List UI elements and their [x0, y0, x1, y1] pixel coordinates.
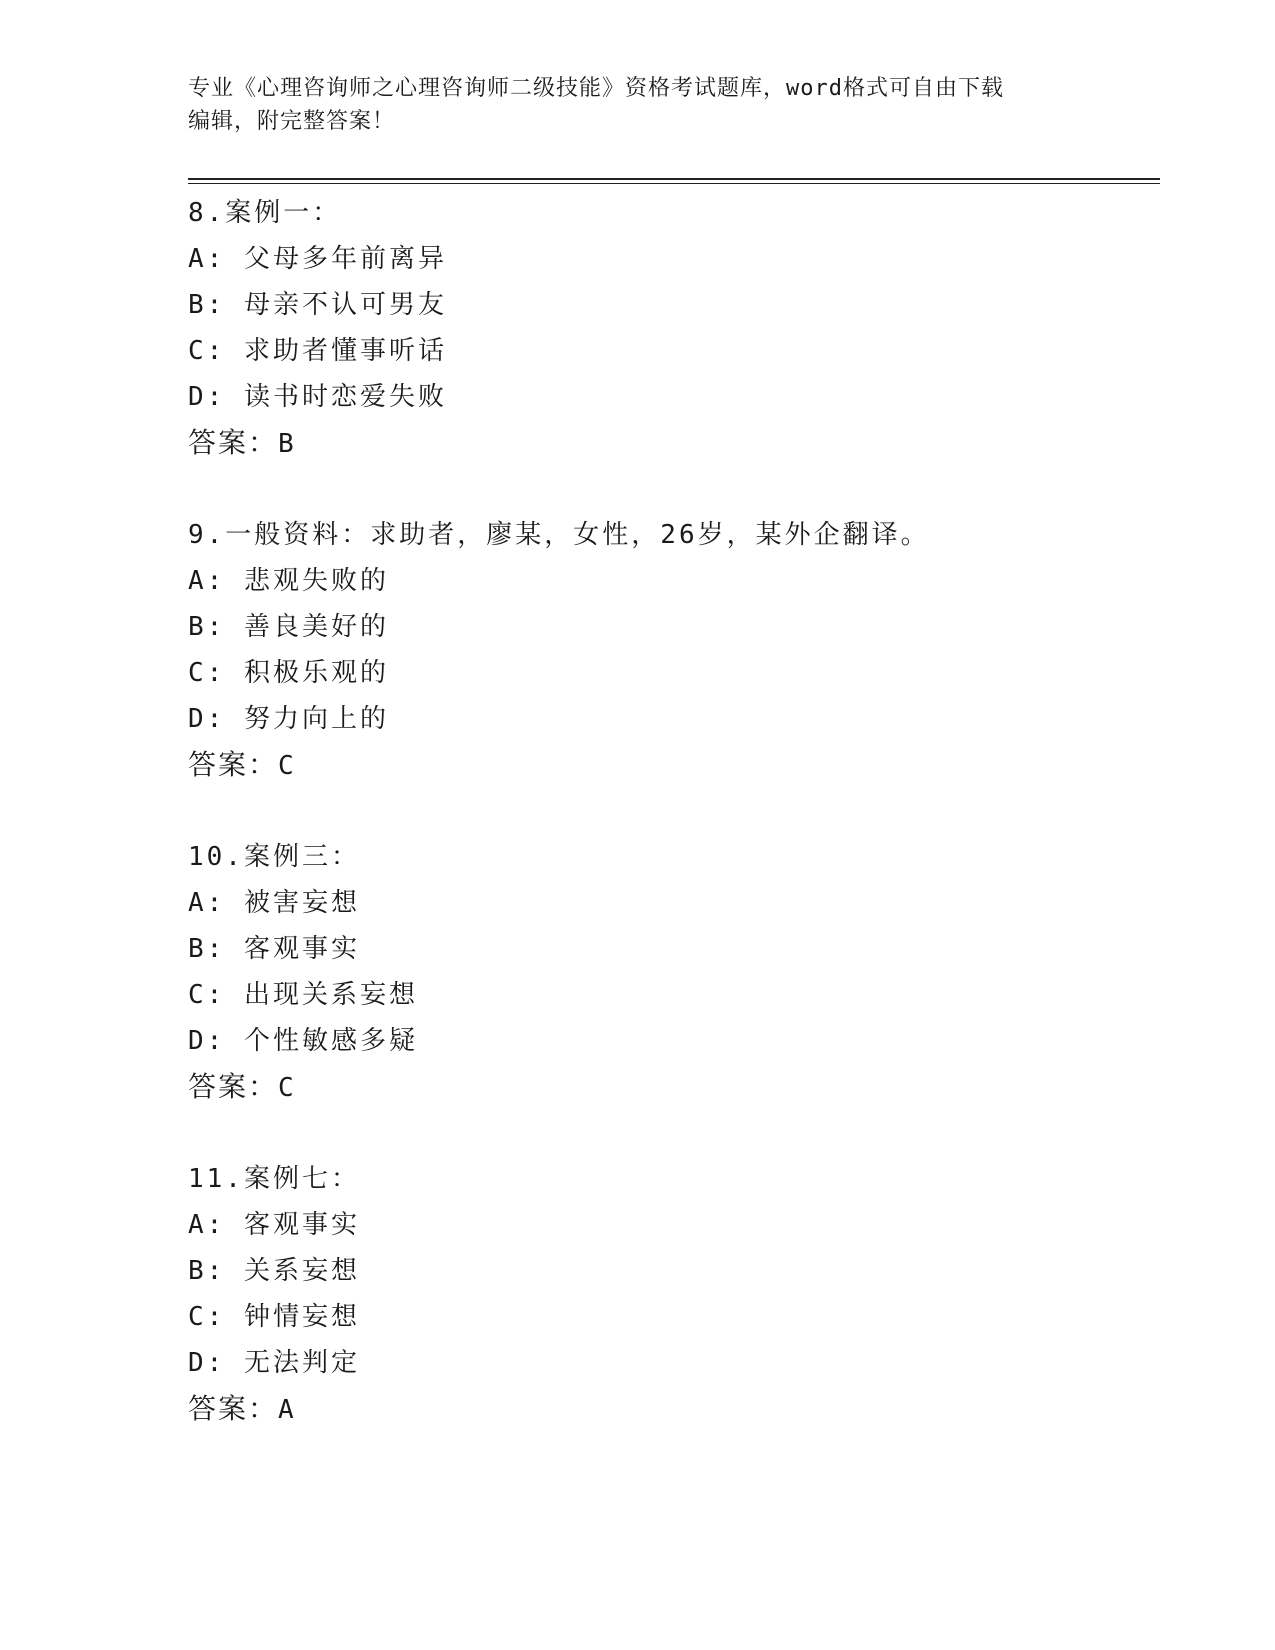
answer-line — [188, 742, 1148, 788]
option-c: C: 求助者懂事听话 — [188, 336, 447, 366]
option-a: A: 父母多年前离异 — [188, 244, 447, 274]
option-d: D: 努力向上的 — [188, 704, 389, 734]
header-line-1: 专业《心理咨询师之心理咨询师二级技能》资格考试题库，word格式可自由下载 — [188, 76, 1004, 101]
answer-line — [188, 1386, 1148, 1432]
answer-value: B — [278, 429, 294, 459]
question-list — [188, 190, 1148, 1478]
document-header — [188, 72, 1088, 138]
question-9 — [188, 512, 1148, 788]
option-d: D: 个性敏感多疑 — [188, 1026, 418, 1056]
option-b: B: 母亲不认可男友 — [188, 290, 447, 320]
option-b: B: 客观事实 — [188, 934, 360, 964]
question-8 — [188, 190, 1148, 466]
answer-label: 答案： — [188, 1070, 279, 1103]
question-10 — [188, 834, 1148, 1110]
option-a: A: 悲观失败的 — [188, 566, 389, 596]
option-b: B: 善良美好的 — [188, 612, 389, 642]
question-stem: 9.一般资料：求助者，廖某，女性，26岁，某外企翻译。 — [188, 520, 930, 550]
header-divider — [188, 178, 1160, 184]
question-stem: 10.案例三： — [188, 842, 360, 872]
answer-line — [188, 1064, 1148, 1110]
option-d: D: 读书时恋爱失败 — [188, 382, 447, 412]
answer-value: C — [278, 751, 294, 781]
answer-value: C — [278, 1073, 294, 1103]
option-b: B: 关系妄想 — [188, 1256, 360, 1286]
answer-label: 答案： — [188, 1392, 279, 1425]
question-stem: 11.案例七： — [188, 1164, 360, 1194]
option-a: A: 客观事实 — [188, 1210, 360, 1240]
answer-value: A — [278, 1395, 294, 1425]
header-line-2: 编辑，附完整答案！ — [188, 109, 396, 134]
option-a: A: 被害妄想 — [188, 888, 360, 918]
answer-label: 答案： — [188, 426, 279, 459]
option-c: C: 钟情妄想 — [188, 1302, 360, 1332]
option-c: C: 出现关系妄想 — [188, 980, 418, 1010]
option-c: C: 积极乐观的 — [188, 658, 389, 688]
option-d: D: 无法判定 — [188, 1348, 360, 1378]
answer-line — [188, 420, 1148, 466]
question-stem: 8.案例一： — [188, 198, 342, 228]
question-11 — [188, 1156, 1148, 1432]
answer-label: 答案： — [188, 748, 279, 781]
